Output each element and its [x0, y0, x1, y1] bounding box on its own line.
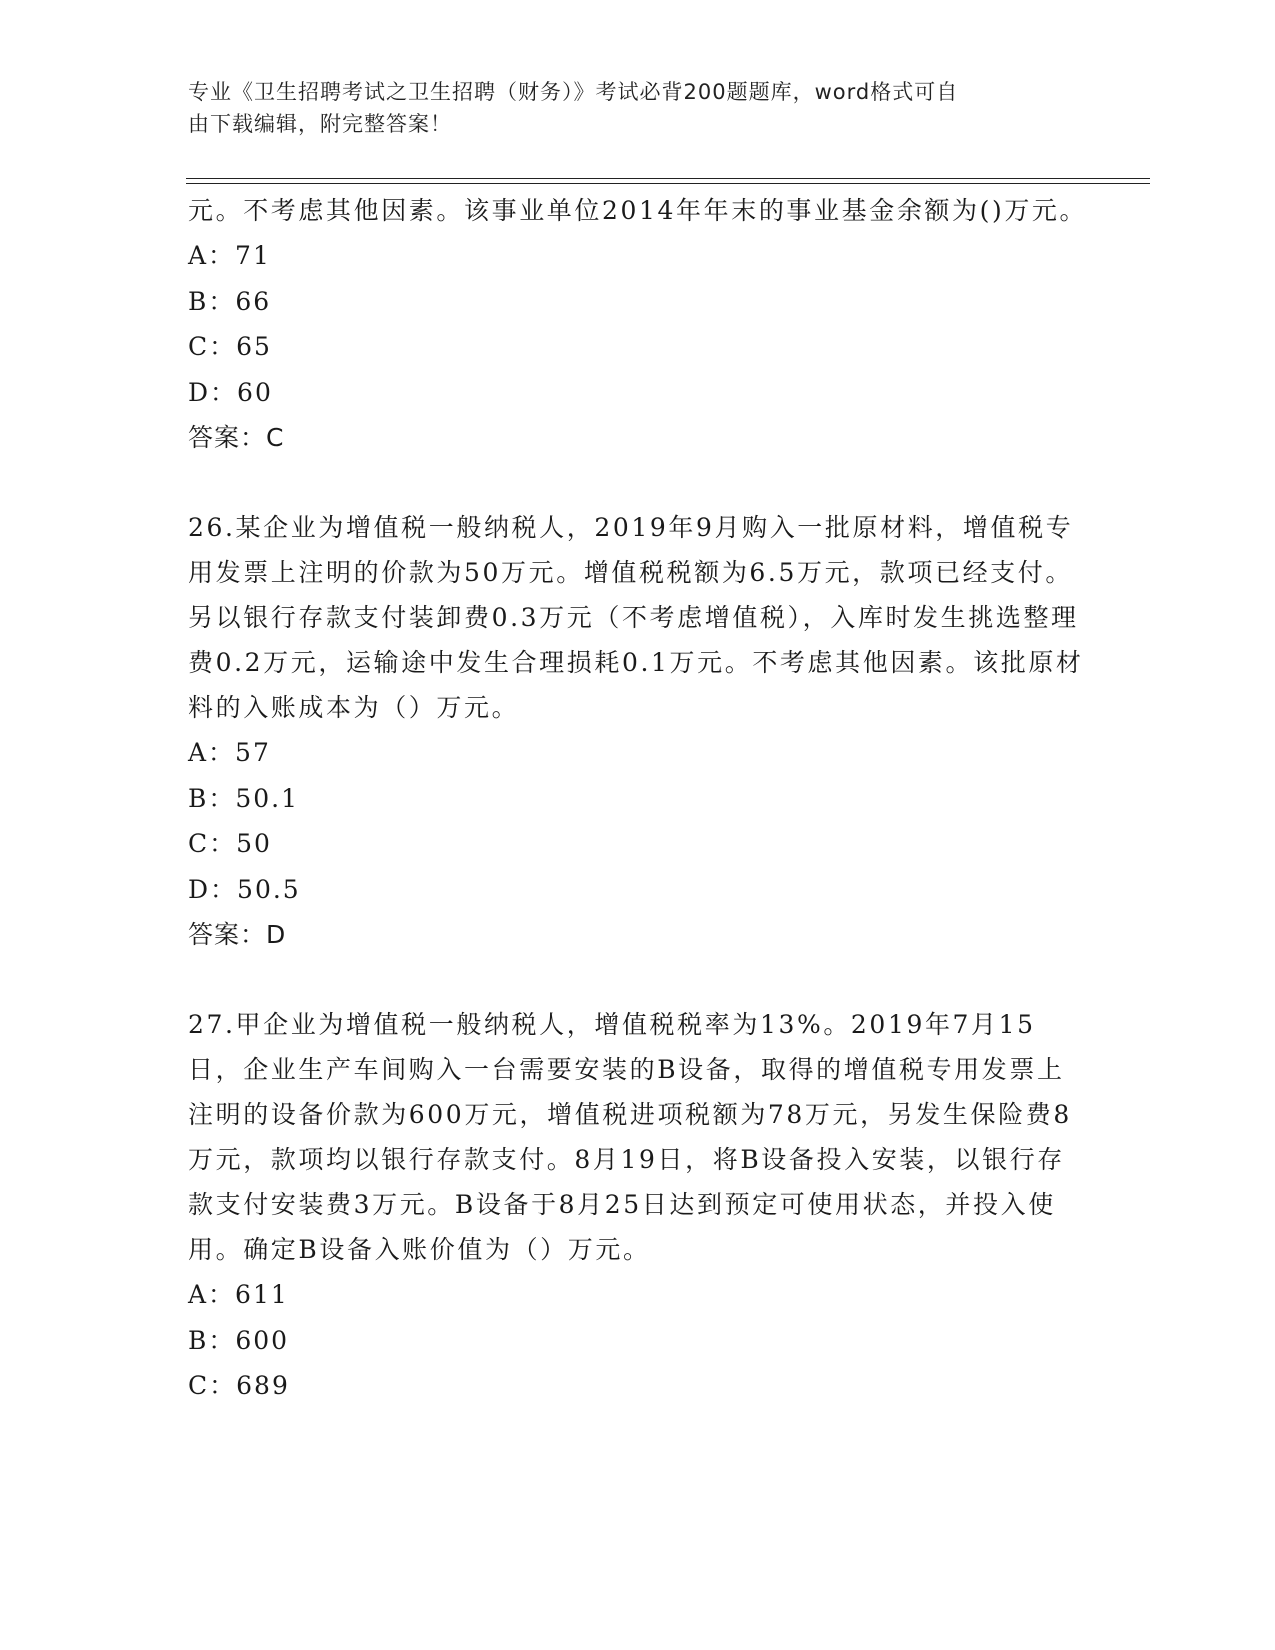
option-b: B：66 — [188, 286, 272, 316]
option-a: A：611 — [188, 1280, 289, 1309]
option-d: D：60 — [188, 377, 273, 407]
option-a: A：71 — [188, 241, 271, 270]
header-title-line-1: 专业《卫生招聘考试之卫生招聘（财务）》考试必背200题题库，word格式可自 — [188, 80, 959, 104]
question-27 — [188, 1002, 1088, 1409]
question-25 — [188, 188, 1088, 460]
question-26 — [188, 505, 1088, 957]
answer-label: 答案：D — [188, 920, 287, 949]
option-c: C：50 — [188, 829, 272, 858]
header-divider-bottom — [186, 183, 1150, 184]
option-b: B：600 — [188, 1325, 290, 1355]
document-header — [188, 76, 1068, 140]
question-text: 26.某企业为增值税一般纳税人，2019年9月购入一批原材料，增值税专用发票上注明的价款为50万元。增值税税额为6.5万元，款项已经支付。另以银行存款支付装卸费0.3万元（不考虑增值税），入库时发生挑选整理费0.2万元，运输途中发生合理损耗0.1万元。不考虑其他因素。该批原材料的入账成本为（）万元。 — [188, 513, 1084, 722]
option-c: C：689 — [188, 1371, 290, 1400]
question-text: 元。不考虑其他因素。该事业单位2014年年末的事业基金余额为()万元。 — [188, 196, 1088, 225]
answer-label: 答案：C — [188, 423, 285, 452]
page-content — [188, 188, 1088, 1409]
option-d: D：50.5 — [188, 874, 301, 904]
spacer — [188, 460, 1088, 505]
option-b: B：50.1 — [188, 783, 300, 813]
header-divider-top — [186, 178, 1150, 179]
option-c: C：65 — [188, 332, 272, 361]
question-text: 27.甲企业为增值税一般纳税人，增值税税率为13%。2019年7月15日，企业生产车间购入一台需要安装的B设备，取得的增值税专用发票上注明的设备价款为600万元，增值税进项税额为78万元，另发生保险费8万元，款项均以银行存款支付。8月19日，将B设备投入安装，以银行存款支付安装费3万元。B设备于8月25日达到预定可使用状态，并投入使用。确定B设备入账价值为（）万元。 — [188, 1010, 1072, 1264]
option-a: A：57 — [188, 738, 271, 767]
spacer — [188, 957, 1088, 1002]
header-title-line-2: 由下载编辑，附完整答案！ — [188, 112, 452, 136]
